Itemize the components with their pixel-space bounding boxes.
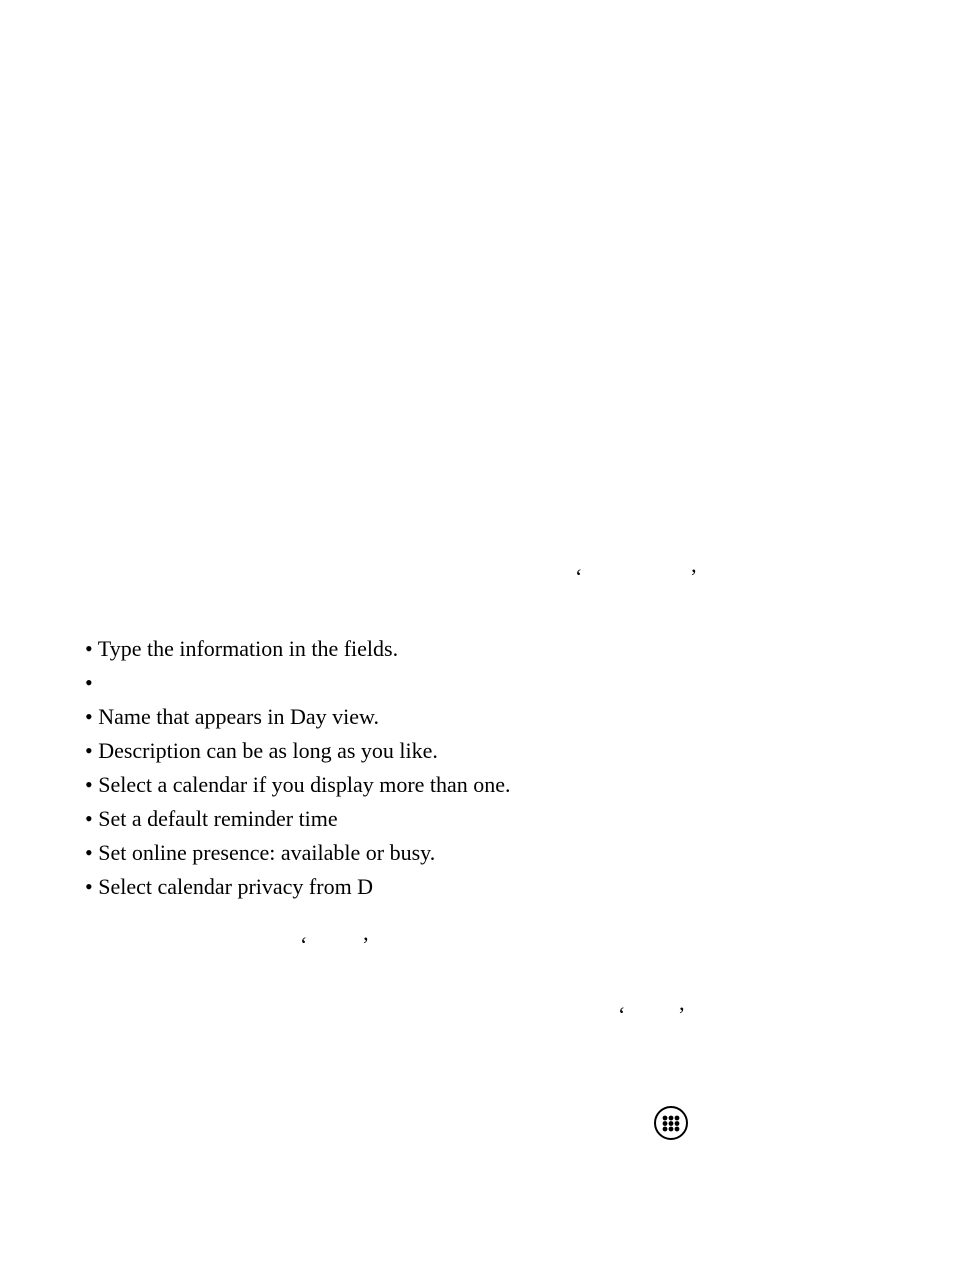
close-quote-mark: ’ xyxy=(362,932,370,957)
apps-grid-icon xyxy=(654,1106,688,1140)
bullet-description: • Description can be as long as you like. xyxy=(85,738,438,763)
bullet-select-calendar: • Select a calendar if you display more than one. xyxy=(85,772,511,797)
bullet-type-information: • Type the information in the fields. xyxy=(85,636,399,661)
bullet-empty: • xyxy=(85,670,93,695)
bullet-reminder-time: • Set a default reminder time xyxy=(85,806,338,831)
bullet-name-day-view: • Name that appears in Day view. xyxy=(85,704,380,729)
close-quote-mark: ’ xyxy=(690,564,698,589)
bullet-online-presence: • Set online presence: available or busy. xyxy=(85,840,436,865)
bullet-calendar-privacy: • Select calendar privacy from D xyxy=(85,874,374,899)
close-quote-mark: ’ xyxy=(678,1002,686,1027)
open-quote-mark: ‘ xyxy=(618,1002,626,1027)
open-quote-mark: ‘ xyxy=(575,564,583,589)
open-quote-mark: ‘ xyxy=(300,932,308,957)
